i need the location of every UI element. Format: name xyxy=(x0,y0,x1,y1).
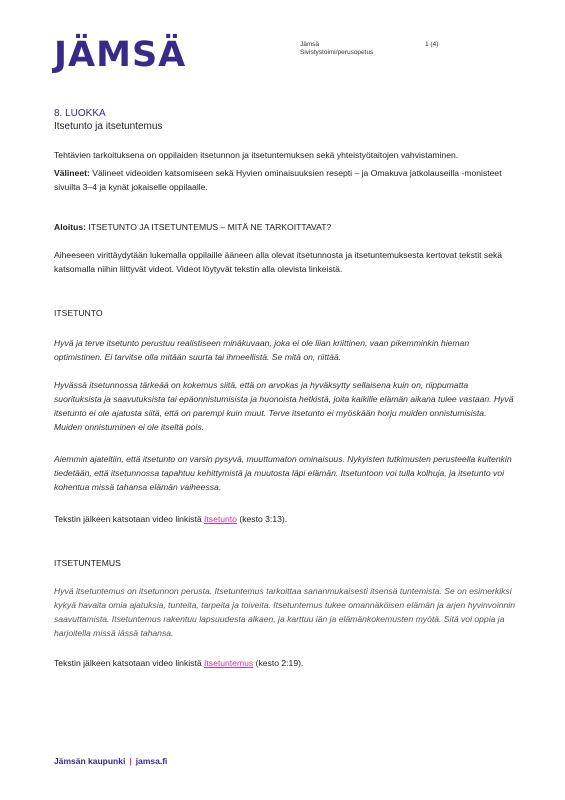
jamsa-logo xyxy=(54,36,186,76)
header-department: Sivistystoimi/perusopetus xyxy=(300,49,374,56)
itsetuntemus-video-line xyxy=(54,656,516,670)
tools-paragraph xyxy=(54,166,516,194)
start-paragraph xyxy=(54,220,516,234)
itsetuntemus-video-pre: Tekstin jälkeen katsotaan video linkistä xyxy=(54,658,204,668)
itsetunto-video-post: (kesto 3:13). xyxy=(236,514,288,524)
footer xyxy=(54,756,167,766)
tools-label: Välineet: xyxy=(54,168,90,178)
itsetunto-heading: ITSETUNTO xyxy=(54,308,103,318)
itsetunto-paragraph-1: Hyvä ja terve itsetunto perustuu realistiseen minäkuvaan, joka ei ole liian kriittinen, vaan pikemminkin hieman optimistinen. Ei tarvitse olla mitään suurta tai ihmeellistä. Se mitä on, riittää. xyxy=(54,338,470,362)
logo-wordmark: JÄMSÄ xyxy=(54,35,187,75)
itsetunto-paragraph-2: Hyvässä itsetunnossa tärkeää on kokemus siitä, että on arvokas ja hyväksytty sellaisena kuin on, riippumatta suorituksista ja saavutuksista tai epäonnistumisista ja huonoista hetkistä, joita kaikille elämän aikana tulee vastaan. Hyvä itsetunto ei ole ajatusta siitä, että on parempi kuin muut. Terve itsetunto ei myöskään horju muiden onnistumisista. Muiden onnistuminen ei ole itseltä pois. xyxy=(54,380,514,432)
header-organization: Jämsä xyxy=(300,41,320,48)
header-page-number: 1 (4) xyxy=(425,41,439,48)
footer-city: Jämsän kaupunki xyxy=(54,756,126,766)
start-description: Aiheeseen virittäydytään lukemalla oppilaille ääneen alla olevat itsetunnosta ja itsetuntemuksesta kertovat tekstit sekä katsomalla niihin liittyvät videot. Videot löytyvät tekstin alla olevista linkeistä. xyxy=(54,250,503,274)
intro-paragraph: Tehtävien tarkoituksena on oppilaiden itsetunnon ja itsetuntemuksen sekä yhteistyötaitojen vahvistaminen. xyxy=(54,150,459,160)
itsetunto-video-pre: Tekstin jälkeen katsotaan video linkistä xyxy=(54,514,204,524)
itsetuntemus-heading: ITSETUNTEMUS xyxy=(54,558,121,568)
start-text: ITSETUNTO JA ITSETUNTEMUS – MITÄ NE TARKOITTAVAT? xyxy=(85,222,332,232)
itsetunto-video-line xyxy=(54,512,516,526)
tools-text: Välineet videoiden katsomiseen sekä Hyvien ominaisuuksien resepti – ja Omakuva jatkolauseilla -monisteet sivuilta 3–4 ja kynät jokaiselle oppilaalle. xyxy=(54,168,502,192)
footer-website-link[interactable]: jamsa.fi xyxy=(135,756,168,766)
itsetunto-video-link[interactable]: Itsetunto xyxy=(204,514,237,524)
start-label: Aloitus: xyxy=(54,222,86,232)
itsetuntemus-paragraph: Hyvä itsetuntemus on itsetunnon perusta. Itsetuntemus tarkoittaa sananmukaisesti itsensä tuntemista. Se on esimerkiksi kykyä havaita omia ajatuksia, tunteita, tarpeita ja toiveita. Itsetuntemus tukee omannäköisen elämän ja arjen hyvinvoinnin saavuttamista. Itsetuntemus rakentuu lapsuudesta alkaen, ja karttuu iän ja elämänkokemusten myötä. Sitä voi oppia ja harjoitella missä iässä tahansa. xyxy=(54,586,515,638)
topic-subtitle: Itsetunto ja itsetuntemus xyxy=(54,121,163,132)
footer-separator: | xyxy=(129,756,132,766)
itsetuntemus-video-link[interactable]: Itsetuntemus xyxy=(204,658,254,668)
itsetuntemus-video-post: (kesto 2:19). xyxy=(253,658,304,668)
grade-title: 8. LUOKKA xyxy=(54,108,106,119)
itsetunto-paragraph-3: Aiemmin ajateltiin, että itsetunto on varsin pysyvä, muuttumaton ominaisuus. Nykyisten tutkimusten perusteella kuitenkin tiedetään, että itsetunnossa tapahtuu kehittymistä ja muutosta läpi elämän. Itsetuntoon voi tulla kolhuja, ja itsetunto voi kohentua missä tahansa elämän vaiheessa. xyxy=(54,454,512,492)
